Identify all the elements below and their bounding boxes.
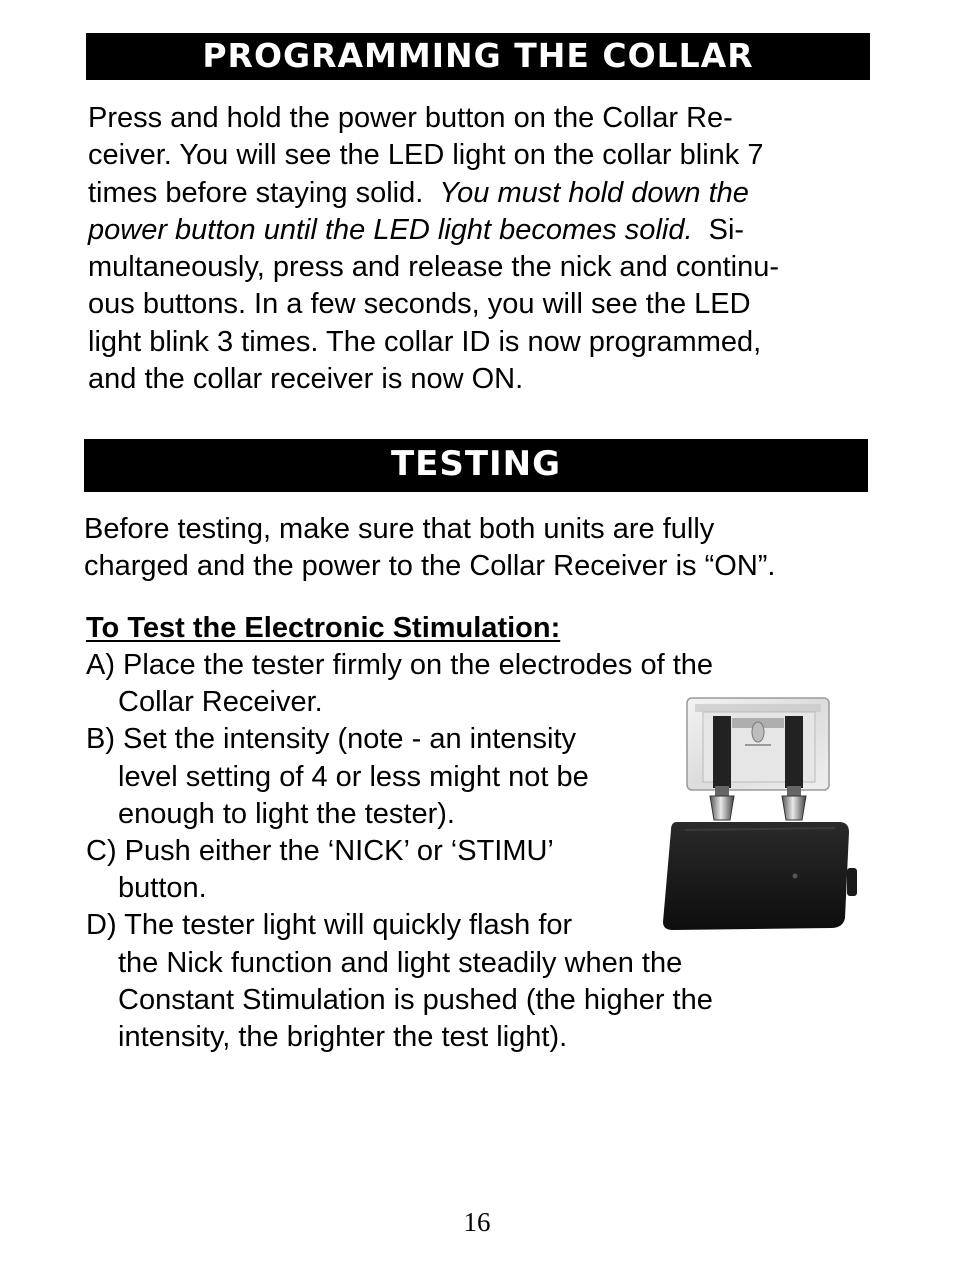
text-span: times before staying solid. xyxy=(88,176,440,209)
text-line: ous buttons. In a few seconds, you will see the LED xyxy=(88,288,751,321)
step-line: Constant Stimulation is pushed (the higher the xyxy=(118,983,713,1016)
step-line: C) Push either the ‘NICK’ or ‘STIMU’ xyxy=(86,835,554,868)
test-steps-list xyxy=(86,647,713,1056)
programming-paragraph xyxy=(88,100,878,398)
text-line: Press and hold the power button on the Collar Re- xyxy=(88,102,733,134)
step-line: B) Set the intensity (note - an intensity xyxy=(86,723,577,756)
italic-text-span: You must hold down the xyxy=(439,176,749,209)
text-line: light blink 3 times. The collar ID is now programmed, xyxy=(88,325,762,358)
text-line xyxy=(88,175,878,212)
text-span: Si- xyxy=(692,213,745,246)
step-line: Collar Receiver. xyxy=(118,686,323,719)
text-line: charged and the power to the Collar Receiver is “ON”. xyxy=(84,550,776,583)
testing-intro-paragraph xyxy=(84,511,884,586)
text-line: and the collar receiver is now ON. xyxy=(88,363,524,396)
italic-text-span: power button until the LED light becomes solid. xyxy=(88,213,693,246)
step-line: the Nick function and light steadily when the xyxy=(118,946,683,979)
step-line: level setting of 4 or less might not be xyxy=(118,760,589,793)
section-heading-programming: PROGRAMMING THE COLLAR xyxy=(86,33,870,80)
text-line: ceiver. You will see the LED light on the collar blink 7 xyxy=(88,139,764,172)
text-line: Before testing, make sure that both units are fully xyxy=(84,513,715,545)
collar-receiver-tester-photo xyxy=(655,690,860,935)
text-line: multaneously, press and release the nick and continu- xyxy=(88,251,780,284)
step-line: button. xyxy=(118,872,207,905)
step-line: enough to light the tester). xyxy=(118,797,455,830)
section-heading-testing: TESTING xyxy=(84,439,868,492)
test-subheading: To Test the Electronic Stimulation: xyxy=(86,612,561,644)
step-line: A) Place the tester firmly on the electrodes of the xyxy=(86,649,714,681)
step-line: D) The tester light will quickly flash for xyxy=(86,909,573,942)
page-number: 16 xyxy=(463,1207,491,1237)
step-line: intensity, the brighter the test light). xyxy=(118,1021,568,1054)
text-line xyxy=(88,212,878,249)
